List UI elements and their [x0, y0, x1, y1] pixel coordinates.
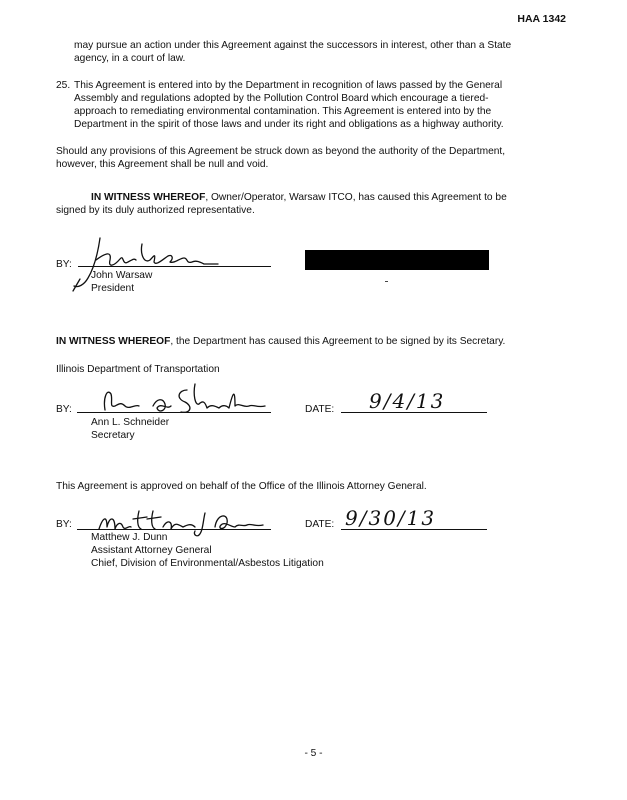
secretary-signature-line	[77, 412, 271, 413]
attorney-signature-line	[77, 529, 271, 530]
attorney-title-2: Chief, Division of Environmental/Asbestos Litigation	[91, 558, 324, 569]
para-25-line-2: Assembly and regulations adopted by the Pollution Control Board which encourage a tiered-	[74, 93, 489, 104]
attorney-title-1: Assistant Attorney General	[91, 545, 212, 556]
owner-by-label: BY:	[56, 259, 72, 270]
attorney-by-label: BY:	[56, 519, 72, 530]
witness-owner-text: , Owner/Operator, Warsaw ITCO, has caused this Agreement to be	[205, 192, 507, 203]
severability-line-2: however, this Agreement shall be null and void.	[56, 159, 269, 170]
para-25-line-3: approach to remediating environmental contamination. This Agreement is entered into by the	[74, 106, 492, 117]
secretary-name: Ann L. Schneider	[91, 417, 170, 428]
severability-line-1: Should any provisions of this Agreement be struck down as beyond the authority of the Department,	[56, 146, 506, 157]
scan-speck	[385, 281, 388, 282]
witness-department-text: , the Department has caused this Agreement to be signed by its Secretary.	[170, 336, 506, 347]
owner-signature-line	[78, 266, 271, 267]
attorney-date-label: DATE:	[305, 519, 335, 530]
para-25-number: 25.	[56, 80, 71, 91]
owner-title: President	[91, 283, 135, 294]
secretary-by-label: BY:	[56, 404, 72, 415]
witness-heading: IN WITNESS WHEREOF	[91, 192, 206, 203]
secretary-date-value: 9/4/13	[369, 389, 446, 413]
secretary-signature	[95, 380, 280, 420]
department-name: Illinois Department of Transportation	[56, 364, 220, 375]
owner-name: John Warsaw	[91, 270, 153, 281]
document-id: HAA 1342	[517, 13, 566, 25]
attorney-name: Matthew J. Dunn	[91, 532, 168, 543]
witness-heading-2: IN WITNESS WHEREOF	[56, 336, 171, 347]
witness-owner-line-1	[91, 191, 507, 204]
para-25-line-4: Department in the spirit of those laws and under its right and obligations as a highway authority.	[74, 119, 504, 130]
redaction-bar	[305, 250, 489, 270]
approval-text: This Agreement is approved on behalf of the Office of the Illinois Attorney General.	[56, 481, 427, 492]
secretary-date-label: DATE:	[305, 404, 335, 415]
secretary-title: Secretary	[91, 430, 135, 441]
witness-department-line	[56, 335, 505, 348]
continued-line-2: agency, in a court of law.	[74, 53, 186, 64]
para-25-line-1: This Agreement is entered into by the Department in recognition of laws passed by the General	[74, 80, 503, 91]
page-number: - 5 -	[304, 748, 323, 759]
attorney-date-value: 9/30/13	[345, 506, 437, 530]
continued-line-1: may pursue an action under this Agreement against the successors in interest, other than a State	[74, 40, 512, 51]
witness-owner-line-2: signed by its duly authorized representative.	[56, 205, 255, 216]
